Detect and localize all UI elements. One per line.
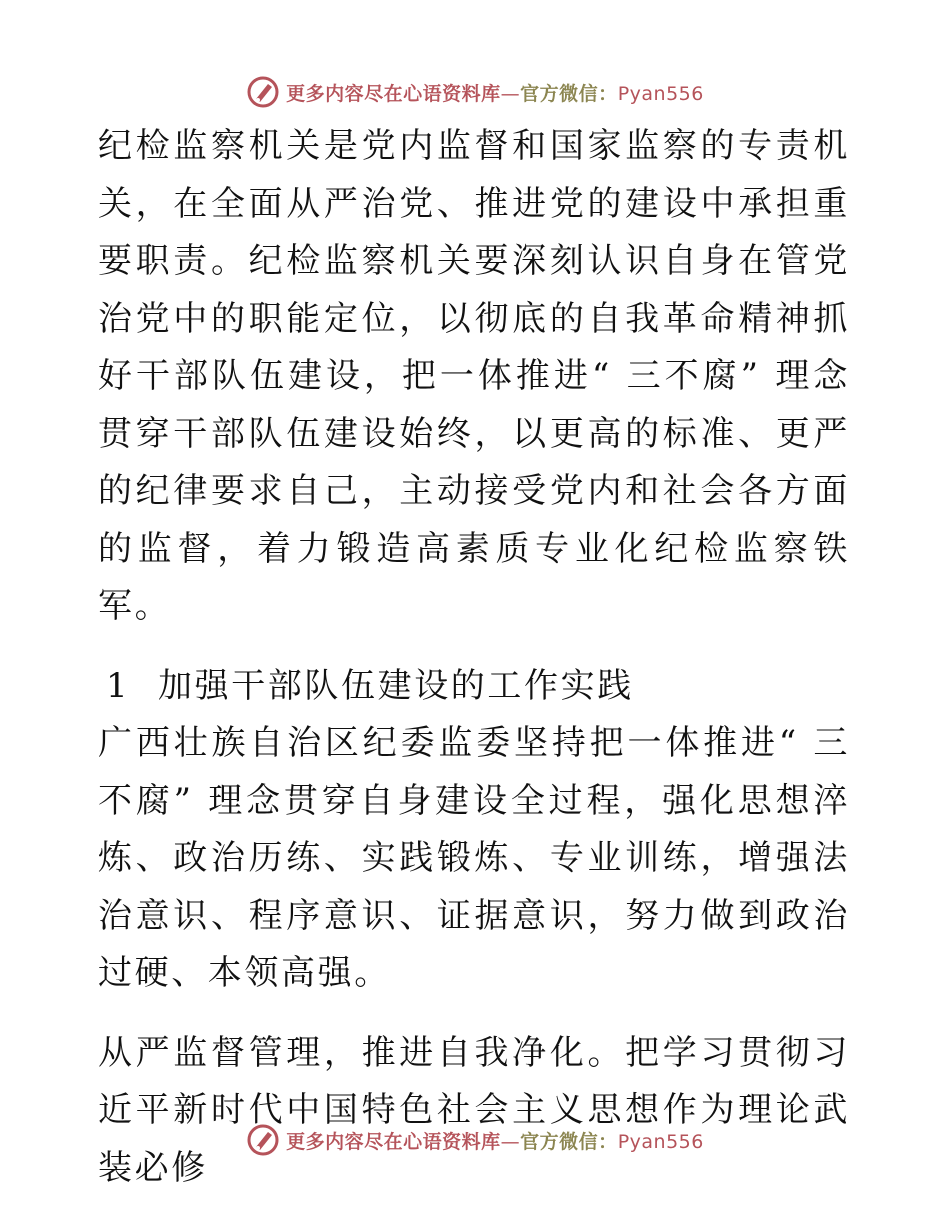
section-title: 加强干部队伍建设的工作实践 xyxy=(158,665,634,706)
footer-banner xyxy=(0,1120,950,1160)
banner-wechat-id: Pyan556 xyxy=(617,82,704,105)
banner-wechat-label: 官方微信： xyxy=(520,82,618,105)
footer-banner-text xyxy=(286,1127,704,1154)
banner-site-name: 更多内容尽在心语资料库 xyxy=(286,1130,501,1153)
paragraph-2: 广西壮族自治区纪委监委坚持把一体推进“ 三不腐” 理念贯穿自身建设全过程，强化思想淬炼、政治历练、实践锻炼、专业训练，增强法治意识、程序意识、证据意识，努力做到政治过硬、本领高强。 xyxy=(98,723,850,993)
section-heading xyxy=(98,658,850,716)
banner-site-name: 更多内容尽在心语资料库 xyxy=(286,82,501,105)
pen-circle-logo-icon xyxy=(246,75,280,109)
header-banner xyxy=(0,72,950,112)
paragraph-3: 从严监督管理，推进自我净化。把学习贯彻习近平新时代中国特色社会主义思想作为理论武装必修 xyxy=(98,1032,850,1188)
document-body xyxy=(98,118,850,1197)
banner-wechat-id: Pyan556 xyxy=(617,1130,704,1153)
banner-wechat-label: 官方微信： xyxy=(520,1130,618,1153)
banner-dash: — xyxy=(500,1130,521,1153)
header-banner-text xyxy=(286,79,704,106)
banner-dash: — xyxy=(500,82,521,105)
paragraph-1: 纪检监察机关是党内监督和国家监察的专责机关，在全面从严治党、推进党的建设中承担重要职责。纪检监察机关要深刻认识自身在管党治党中的职能定位，以彻底的自我革命精神抓好干部队伍建设，把一体推进“ 三不腐” 理念贯穿干部队伍建设始终，以更高的标准、更严的纪律要求自己，主动接受党内和社会各方面的监督，着力锻造高素质专业化纪检监察铁军。 xyxy=(98,126,850,626)
pen-circle-logo-icon xyxy=(246,1123,280,1157)
section-number: 1 xyxy=(106,665,131,706)
